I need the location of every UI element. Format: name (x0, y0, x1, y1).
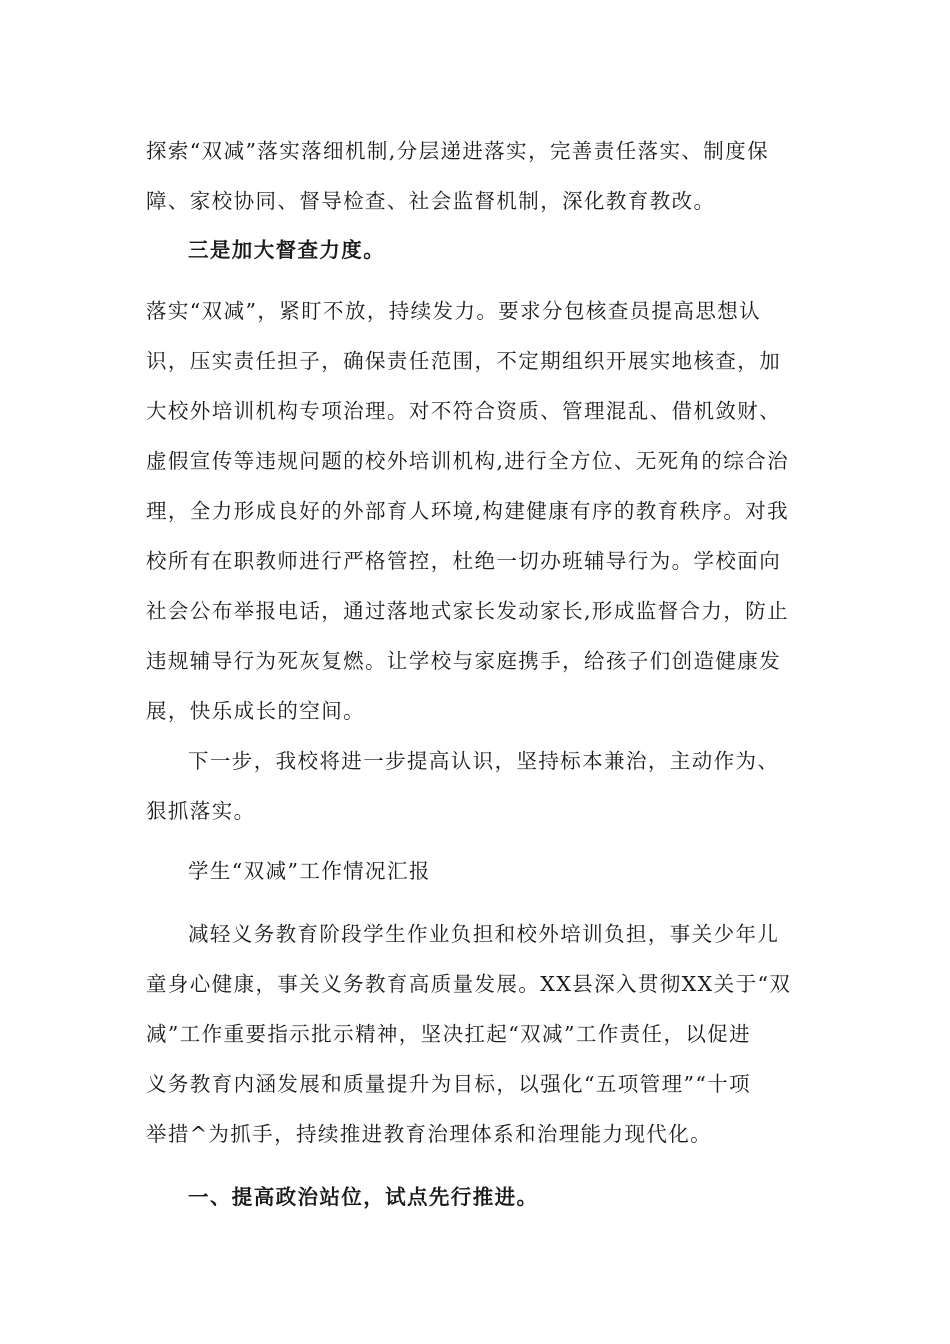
paragraph-line: 探索“双减”落实落细机制,分层递进落实，完善责任落实、制度保 (146, 139, 769, 163)
paragraph-line: 义务教育内涵发展和质量提升为目标，以强化“五项管理”“十项 (146, 1072, 752, 1096)
paragraph-line: 举措^为抓手，持续推进教育治理体系和治理能力现代化。 (146, 1122, 713, 1146)
paragraph-line: 校所有在职教师进行严格管控，杜绝一切办班辅导行为。学校面向 (146, 549, 782, 573)
document-title: 学生“双减”工作情况汇报 (188, 859, 431, 883)
paragraph-line: 下一步，我校将进一步提高认识，坚持标本兼治，主动作为、 (188, 749, 780, 773)
paragraph-line: 减轻义务教育阶段学生作业负担和校外培训负担，事关少年儿 (188, 922, 780, 946)
paragraph-line: 违规辅导行为死灰复燃。让学校与家庭携手，给孩子们创造健康发 (146, 649, 782, 673)
paragraph-line: 减”工作重要指示批示精神，坚决扛起“双减”工作责任，以促进 (146, 1022, 752, 1046)
paragraph-line: 大校外培训机构专项治理。对不符合资质、管理混乱、借机敛财、 (146, 399, 782, 423)
paragraph-line: 虚假宣传等违规问题的校外培训机构,进行全方位、无死角的综合治 (146, 449, 790, 473)
section-heading: 一、提高政治站位，试点先行推进。 (188, 1185, 539, 1209)
paragraph-line: 社会公布举报电话，通过落地式家长发动家长,形成监督合力，防止 (146, 599, 790, 623)
paragraph-line: 童身心健康，事关义务教育高质量发展。XX县深入贯彻XX关于“双 (146, 972, 792, 996)
paragraph-line: 识，压实责任担子，确保责任范围，不定期组织开展实地核查，加 (146, 349, 782, 373)
paragraph-line: 理，全力形成良好的外部育人环境,构建健康有序的教育秩序。对我 (146, 499, 790, 523)
paragraph-line: 障、家校协同、督导检查、社会监督机制，深化教育教改。 (146, 189, 716, 213)
paragraph-line: 展，快乐成长的空间。 (146, 699, 365, 723)
section-heading: 三是加大督查力度。 (188, 238, 386, 262)
paragraph-line: 狠抓落实。 (146, 799, 256, 823)
paragraph-line: 落实“双减”，紧盯不放，持续发力。要求分包核查员提高思想认 (146, 299, 762, 323)
